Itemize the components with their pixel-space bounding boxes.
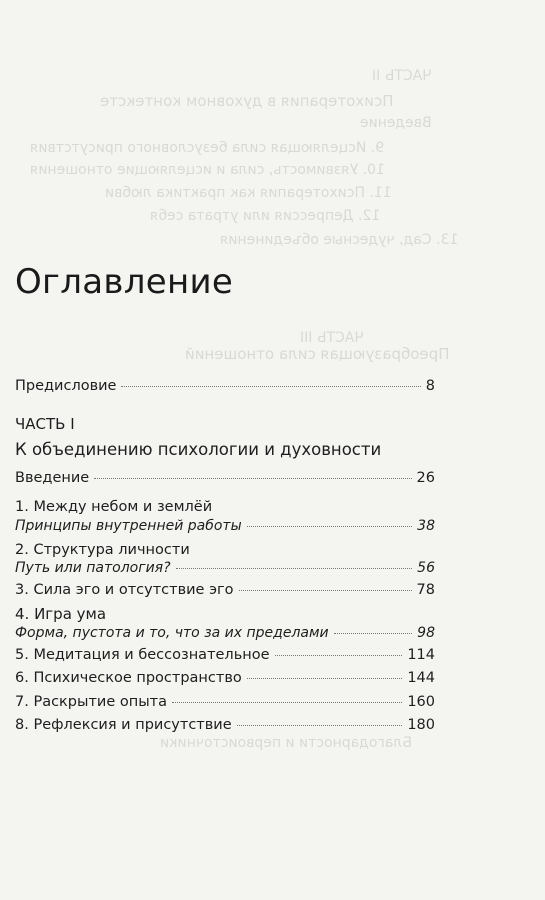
dot-leader	[334, 633, 413, 634]
toc-entry-preface	[15, 378, 435, 394]
part-label: ЧАСТЬ I	[15, 415, 75, 433]
toc-entry	[15, 694, 435, 710]
toc-entry-page: 78	[416, 582, 435, 598]
toc-entry-label: 6. Психическое пространство	[15, 670, 242, 686]
toc-entry-label: 2. Структура личности	[15, 542, 190, 558]
toc-entry-page: 160	[407, 694, 435, 710]
toc-entry	[15, 518, 435, 534]
part-title: К объединению психологии и духовности	[15, 440, 382, 459]
dot-leader	[172, 702, 402, 703]
toc-chapter-heading	[15, 499, 435, 515]
dot-leader	[275, 655, 403, 656]
toc-entry-page: 38	[417, 518, 435, 534]
page-show-through: ЧАСТЬ II Психотерапия в духовном контексте Введение 9. Исцеляющая сила безусловного присутствия 10. Уязвимость, сила и исцеляющие отношения 11. Психотерапия как практика любви 12. Депрессия или утрата себя 13. Сад, чудесные объединения ЧАСТЬ III Преобразующая сила отношений Благодарности и первоисточники	[30, 68, 459, 751]
page-title: Оглавление	[15, 262, 234, 302]
dot-leader	[237, 725, 403, 726]
dot-leader	[247, 526, 413, 527]
toc-entry-page: 26	[416, 470, 435, 486]
toc-entry-page: 180	[407, 717, 435, 733]
toc-entry-label: 7. Раскрытие опыта	[15, 694, 167, 710]
toc-chapter-heading	[15, 605, 435, 623]
toc-entry	[15, 625, 435, 641]
toc-entry	[15, 582, 435, 598]
toc-chapter-heading	[15, 542, 435, 558]
toc-entry-label: 8. Рефлексия и присутствие	[15, 717, 232, 733]
toc-entry	[15, 670, 435, 686]
dot-leader	[176, 568, 413, 569]
toc-entry-label: Путь или патология?	[15, 560, 171, 576]
toc-entry-page: 98	[417, 625, 435, 641]
toc-entry-label: 5. Медитация и бессознательное	[15, 647, 270, 663]
toc-entry-label: Принципы внутренней работы	[15, 518, 242, 534]
toc-entry-label: 3. Сила эго и отсутствие эго	[15, 582, 234, 598]
toc-entry	[15, 647, 435, 663]
dot-leader	[239, 590, 412, 591]
toc-entry-page: 8	[425, 378, 435, 394]
toc-entry-label: 1. Между небом и землёй	[15, 499, 213, 515]
toc-entry	[15, 717, 435, 733]
toc-entry-label: Предисловие	[15, 378, 117, 394]
toc-entry-page: 144	[407, 670, 435, 686]
toc-entry	[15, 470, 435, 486]
toc-entry-page: 114	[407, 647, 435, 663]
dot-leader	[121, 386, 420, 387]
toc-entry-label: Введение	[15, 470, 90, 486]
toc-entry-label: 4. Игра ума	[15, 605, 107, 623]
toc-entry	[15, 560, 435, 576]
toc-entry-label: Форма, пустота и то, что за их пределами	[15, 625, 329, 641]
toc-entry-page: 56	[417, 560, 435, 576]
dot-leader	[94, 478, 411, 479]
dot-leader	[247, 678, 403, 679]
